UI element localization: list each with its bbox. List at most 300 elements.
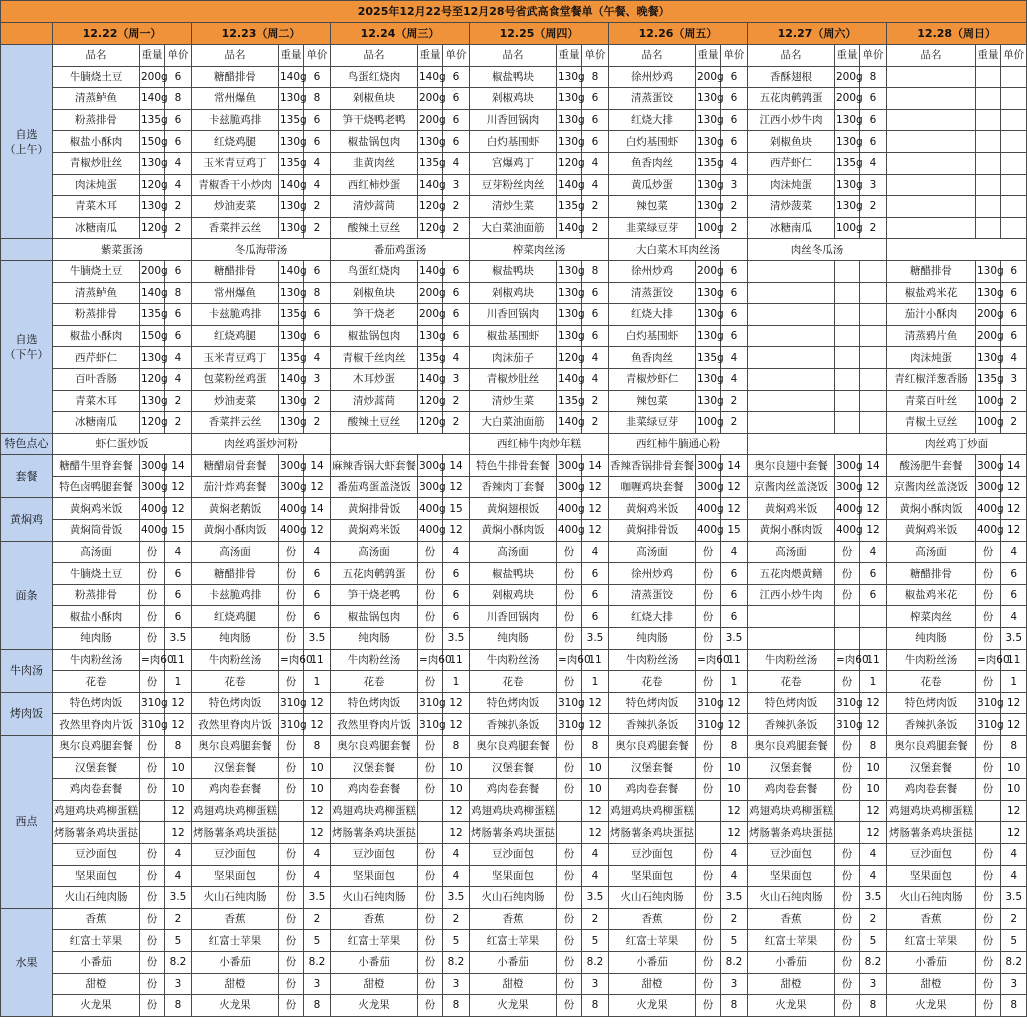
- item-price: 12: [1001, 476, 1027, 498]
- item-price: 6: [582, 606, 609, 628]
- item-name: 清蒸鲈鱼: [53, 88, 140, 110]
- item-weight: 400g: [976, 520, 1001, 542]
- item-name: 笋干烧鸭老鸭: [331, 109, 418, 131]
- item-name: [887, 88, 976, 110]
- item-name: 火龙果: [192, 995, 279, 1017]
- item-weight: 140g: [418, 66, 443, 88]
- item-price: 12: [721, 714, 748, 736]
- item-name: 鸡肉卷套餐: [609, 779, 696, 801]
- item-weight: 份: [976, 671, 1001, 693]
- item-weight: 310g: [279, 692, 304, 714]
- category-label: 自选 （下午）: [1, 260, 53, 433]
- item-weight: 400g: [140, 498, 165, 520]
- column-header: 单价: [304, 45, 331, 67]
- item-name: 红烧大排: [609, 304, 696, 326]
- table-row: [1, 800, 1027, 822]
- item-price: 4: [721, 843, 748, 865]
- item-weight: 份: [976, 606, 1001, 628]
- item-name: 青红椒洋葱香肠: [887, 368, 976, 390]
- item-name: 烤肠薯条鸡块蛋挞: [887, 822, 976, 844]
- item-weight: 份: [557, 887, 582, 909]
- item-price: 4: [582, 347, 609, 369]
- item-name: 花卷: [331, 671, 418, 693]
- item-price: 6: [721, 325, 748, 347]
- item-weight: 份: [279, 779, 304, 801]
- item-weight: [696, 800, 721, 822]
- category-label: 牛肉汤: [1, 649, 53, 692]
- item-weight: [835, 822, 860, 844]
- item-name: 奥尔良鸡腿套餐: [331, 736, 418, 758]
- item-price: 4: [304, 541, 331, 563]
- table-row: [1, 973, 1027, 995]
- item-weight: =肉60: [557, 649, 582, 671]
- item-name: 鸡翅鸡块鸡柳蛋糕: [887, 800, 976, 822]
- item-price: 14: [304, 498, 331, 520]
- item-name: 椒盐鸭块: [470, 563, 557, 585]
- item-weight: 份: [557, 843, 582, 865]
- column-header: 单价: [860, 45, 887, 67]
- item-price: [860, 260, 887, 282]
- item-price: 3: [721, 174, 748, 196]
- item-weight: =肉60: [696, 649, 721, 671]
- item-price: 6: [165, 563, 192, 585]
- item-price: 1: [1001, 671, 1027, 693]
- item-price: 4: [1001, 843, 1027, 865]
- column-header: 品名: [748, 45, 835, 67]
- item-name: 笋干烧老: [331, 304, 418, 326]
- item-weight: 135g: [279, 152, 304, 174]
- item-price: 6: [582, 563, 609, 585]
- item-price: 5: [443, 930, 470, 952]
- item-name: 奥尔良鸡腿套餐: [887, 736, 976, 758]
- column-header: 品名: [331, 45, 418, 67]
- item-weight: 130g: [279, 88, 304, 110]
- item-weight: 100g: [835, 217, 860, 239]
- item-weight: 200g: [418, 88, 443, 110]
- column-header: 单价: [582, 45, 609, 67]
- item-weight: 400g: [557, 520, 582, 542]
- item-name: 甜橙: [331, 973, 418, 995]
- item-name: 辣包菜: [609, 390, 696, 412]
- item-name: 小番茄: [887, 951, 976, 973]
- item-weight: [976, 152, 1001, 174]
- item-name: 椒盐鸭块: [470, 66, 557, 88]
- item-price: 12: [1001, 692, 1027, 714]
- item-name: 豆沙面包: [331, 843, 418, 865]
- item-price: [860, 347, 887, 369]
- item-name: 高汤面: [887, 541, 976, 563]
- item-price: 4: [1001, 606, 1027, 628]
- item-name: 火龙果: [609, 995, 696, 1017]
- item-name: 鸡肉卷套餐: [53, 779, 140, 801]
- item-weight: 份: [140, 757, 165, 779]
- item-name: 红富士苹果: [192, 930, 279, 952]
- item-price: 6: [721, 131, 748, 153]
- item-weight: 120g: [418, 390, 443, 412]
- item-price: 4: [721, 368, 748, 390]
- item-price: 2: [443, 196, 470, 218]
- item-price: 2: [165, 217, 192, 239]
- item-name: 青椒炒虾仁: [609, 368, 696, 390]
- item-name: 川香回锅肉: [470, 109, 557, 131]
- item-price: 6: [582, 325, 609, 347]
- item-price: [860, 390, 887, 412]
- column-header: 重量: [140, 45, 165, 67]
- item-name: 糖醋牛里脊套餐: [53, 455, 140, 477]
- item-price: 6: [443, 282, 470, 304]
- item-price: 14: [443, 455, 470, 477]
- soup-item: 肉丝冬瓜汤: [748, 239, 887, 261]
- item-name: 玉米青豆鸡丁: [192, 347, 279, 369]
- item-weight: [976, 217, 1001, 239]
- item-name: [748, 260, 835, 282]
- table-row: [1, 584, 1027, 606]
- item-weight: 份: [696, 995, 721, 1017]
- item-weight: 份: [696, 584, 721, 606]
- item-price: 12: [721, 476, 748, 498]
- item-price: 12: [582, 822, 609, 844]
- item-name: 剁椒鸡块: [470, 282, 557, 304]
- item-weight: 400g: [418, 520, 443, 542]
- item-price: 5: [582, 930, 609, 952]
- item-price: [860, 325, 887, 347]
- item-weight: [835, 368, 860, 390]
- item-price: 8: [721, 736, 748, 758]
- item-weight: 份: [976, 930, 1001, 952]
- item-weight: 130g: [976, 347, 1001, 369]
- item-weight: [835, 800, 860, 822]
- item-name: 奥尔良鸡腿套餐: [53, 736, 140, 758]
- item-name: 奥尔良鸡腿套餐: [192, 736, 279, 758]
- item-name: 牛肉粉丝汤: [609, 649, 696, 671]
- column-header: 重量: [557, 45, 582, 67]
- item-weight: 份: [696, 973, 721, 995]
- item-price: 3: [165, 973, 192, 995]
- item-weight: 130g: [557, 260, 582, 282]
- item-name: [887, 152, 976, 174]
- item-price: 6: [721, 304, 748, 326]
- item-name: 清炒生菜: [470, 390, 557, 412]
- item-price: 12: [165, 476, 192, 498]
- item-weight: 200g: [976, 325, 1001, 347]
- item-price: 6: [721, 260, 748, 282]
- item-weight: 300g: [557, 455, 582, 477]
- item-weight: 130g: [696, 368, 721, 390]
- item-price: 12: [582, 714, 609, 736]
- item-name: 茄汁炸鸡套餐: [192, 476, 279, 498]
- item-weight: 份: [279, 584, 304, 606]
- item-name: [748, 325, 835, 347]
- item-weight: 130g: [140, 390, 165, 412]
- item-weight: [976, 109, 1001, 131]
- item-price: 12: [721, 498, 748, 520]
- item-weight: 份: [976, 951, 1001, 973]
- item-name: 高汤面: [470, 541, 557, 563]
- item-name: 剁椒鱼块: [331, 88, 418, 110]
- item-weight: 140g: [418, 368, 443, 390]
- column-header: 重量: [976, 45, 1001, 67]
- item-name: 烤肠薯条鸡块蛋挞: [609, 822, 696, 844]
- item-name: 椒盐小酥肉: [53, 131, 140, 153]
- item-weight: 份: [835, 563, 860, 585]
- item-price: 6: [304, 325, 331, 347]
- category-label: 黄焖鸡: [1, 498, 53, 541]
- item-price: 14: [1001, 455, 1027, 477]
- item-name: 冰糖南瓜: [748, 217, 835, 239]
- item-weight: 140g: [140, 88, 165, 110]
- item-weight: 400g: [279, 520, 304, 542]
- item-name: 鸡翅鸡块鸡柳蛋糕: [53, 800, 140, 822]
- snack-item: 虾仁蛋炒饭: [53, 433, 192, 455]
- item-weight: 份: [557, 563, 582, 585]
- item-price: 1: [582, 671, 609, 693]
- column-header: 品名: [887, 45, 976, 67]
- item-price: 6: [721, 584, 748, 606]
- item-price: 6: [443, 66, 470, 88]
- item-price: 6: [443, 584, 470, 606]
- item-weight: 150g: [140, 325, 165, 347]
- item-name: 青菜木耳: [53, 196, 140, 218]
- item-weight: 130g: [279, 390, 304, 412]
- item-name: 火龙果: [470, 995, 557, 1017]
- item-price: 11: [443, 649, 470, 671]
- item-name: 鸡肉卷套餐: [887, 779, 976, 801]
- item-name: 小番茄: [192, 951, 279, 973]
- item-price: 3: [1001, 973, 1027, 995]
- table-row: [1, 196, 1027, 218]
- item-weight: 140g: [279, 368, 304, 390]
- item-name: 辣包菜: [609, 196, 696, 218]
- item-name: 火山石纯肉肠: [470, 887, 557, 909]
- item-name: 黄焖翅根饭: [470, 498, 557, 520]
- item-price: 3.5: [582, 887, 609, 909]
- item-price: 6: [860, 88, 887, 110]
- item-name: 酸辣土豆丝: [331, 217, 418, 239]
- item-price: 2: [443, 908, 470, 930]
- item-price: 10: [721, 779, 748, 801]
- table-row: [1, 282, 1027, 304]
- item-weight: 130g: [279, 412, 304, 434]
- table-row: [1, 887, 1027, 909]
- item-name: 包菜粉丝鸡蛋: [192, 368, 279, 390]
- item-price: 6: [304, 131, 331, 153]
- item-weight: 份: [976, 628, 1001, 650]
- item-name: 酸汤肥牛套餐: [887, 455, 976, 477]
- item-weight: [279, 822, 304, 844]
- item-price: 6: [304, 109, 331, 131]
- item-name: [887, 66, 976, 88]
- item-price: 2: [582, 196, 609, 218]
- item-price: 12: [582, 692, 609, 714]
- item-weight: 100g: [976, 390, 1001, 412]
- item-name: 高汤面: [748, 541, 835, 563]
- item-name: 剁椒鱼块: [331, 282, 418, 304]
- item-name: 香酥翅根: [748, 66, 835, 88]
- item-name: 糖醋排骨: [192, 66, 279, 88]
- item-name: 常州爆鱼: [192, 88, 279, 110]
- item-name: 椒盐鸭块: [470, 260, 557, 282]
- item-weight: 130g: [976, 282, 1001, 304]
- item-weight: 310g: [696, 692, 721, 714]
- item-weight: [279, 800, 304, 822]
- item-name: 鸡肉卷套餐: [192, 779, 279, 801]
- item-name: 香蕉: [192, 908, 279, 930]
- item-price: 10: [443, 779, 470, 801]
- item-name: 特色烤肉饭: [748, 692, 835, 714]
- item-name: 清蒸蛋饺: [609, 88, 696, 110]
- item-name: 高汤面: [192, 541, 279, 563]
- item-price: 3: [304, 973, 331, 995]
- item-price: 12: [860, 822, 887, 844]
- item-price: 4: [165, 152, 192, 174]
- item-name: 花卷: [748, 671, 835, 693]
- item-name: [748, 347, 835, 369]
- table-row: [1, 325, 1027, 347]
- item-name: 牛肉粉丝汤: [748, 649, 835, 671]
- item-weight: 130g: [696, 196, 721, 218]
- item-weight: 份: [418, 995, 443, 1017]
- item-weight: [835, 282, 860, 304]
- item-name: 鸟蛋红烧肉: [331, 260, 418, 282]
- item-price: 6: [1001, 584, 1027, 606]
- item-price: 6: [165, 131, 192, 153]
- item-name: 清蒸鸦片鱼: [887, 325, 976, 347]
- item-weight: 130g: [696, 325, 721, 347]
- table-row: [1, 347, 1027, 369]
- item-price: 6: [443, 109, 470, 131]
- item-weight: 130g: [140, 347, 165, 369]
- item-price: 3: [721, 973, 748, 995]
- column-header: 单价: [721, 45, 748, 67]
- item-name: 榨菜肉丝: [887, 606, 976, 628]
- item-name: 鸡翅鸡块鸡柳蛋糕: [748, 800, 835, 822]
- item-name: 椒盐锅包肉: [331, 606, 418, 628]
- item-weight: 份: [557, 930, 582, 952]
- item-weight: 份: [835, 887, 860, 909]
- item-price: 6: [165, 584, 192, 606]
- item-weight: 份: [140, 973, 165, 995]
- item-name: 红富士苹果: [887, 930, 976, 952]
- item-weight: 份: [696, 951, 721, 973]
- item-weight: 份: [835, 930, 860, 952]
- item-name: 特色卤鸭腿套餐: [53, 476, 140, 498]
- item-weight: 300g: [835, 455, 860, 477]
- item-weight: 份: [140, 951, 165, 973]
- item-weight: 300g: [976, 455, 1001, 477]
- item-weight: 140g: [418, 174, 443, 196]
- item-name: 孜然里脊肉片饭: [331, 714, 418, 736]
- item-price: 14: [165, 455, 192, 477]
- item-price: [1001, 174, 1027, 196]
- item-price: 6: [860, 109, 887, 131]
- item-price: 8.2: [1001, 951, 1027, 973]
- item-name: 香辣香锅排骨套餐: [609, 455, 696, 477]
- snack-row: [1, 433, 1027, 455]
- item-name: 大白菜油面筋: [470, 217, 557, 239]
- item-name: 清蒸蛋饺: [609, 282, 696, 304]
- soup-item: 紫菜蛋汤: [53, 239, 192, 261]
- item-name: [748, 606, 835, 628]
- table-row: [1, 174, 1027, 196]
- item-name: 剁椒鸡块: [470, 88, 557, 110]
- item-weight: [976, 822, 1001, 844]
- item-weight: 140g: [140, 282, 165, 304]
- item-weight: 份: [140, 736, 165, 758]
- category-label: 套餐: [1, 455, 53, 498]
- item-price: 2: [582, 908, 609, 930]
- item-name: 特色烤肉饭: [53, 692, 140, 714]
- item-weight: 份: [557, 865, 582, 887]
- item-name: 甜橙: [887, 973, 976, 995]
- item-weight: 份: [557, 628, 582, 650]
- item-weight: 份: [557, 606, 582, 628]
- table-row: [1, 822, 1027, 844]
- item-weight: 140g: [557, 174, 582, 196]
- snack-item: [748, 433, 887, 455]
- item-weight: 310g: [140, 714, 165, 736]
- item-name: 糖醋排骨: [887, 260, 976, 282]
- item-weight: 份: [557, 584, 582, 606]
- item-name: 牛腩烧土豆: [53, 260, 140, 282]
- item-weight: 份: [835, 843, 860, 865]
- item-price: 8: [582, 66, 609, 88]
- table-row: [1, 865, 1027, 887]
- item-name: [887, 196, 976, 218]
- item-weight: 310g: [835, 714, 860, 736]
- table-row: [1, 692, 1027, 714]
- item-weight: 400g: [976, 498, 1001, 520]
- item-name: 坚果面包: [470, 865, 557, 887]
- item-price: 12: [860, 498, 887, 520]
- item-price: 1: [860, 671, 887, 693]
- item-weight: 200g: [696, 66, 721, 88]
- table-row: [1, 736, 1027, 758]
- item-weight: 310g: [279, 714, 304, 736]
- item-weight: 400g: [835, 498, 860, 520]
- item-price: 4: [165, 347, 192, 369]
- day-header-row: [1, 23, 1027, 45]
- column-header: 品名: [192, 45, 279, 67]
- item-name: 韭黄肉丝: [331, 152, 418, 174]
- item-weight: 135g: [418, 152, 443, 174]
- item-weight: 份: [557, 951, 582, 973]
- item-weight: 130g: [557, 304, 582, 326]
- item-name: 烤肠薯条鸡块蛋挞: [470, 822, 557, 844]
- item-name: 椒盐基围虾: [470, 325, 557, 347]
- item-price: 8: [304, 995, 331, 1017]
- item-name: [748, 368, 835, 390]
- item-weight: 份: [418, 584, 443, 606]
- item-price: 1: [443, 671, 470, 693]
- item-price: 6: [721, 109, 748, 131]
- item-price: 4: [304, 174, 331, 196]
- item-price: 10: [721, 757, 748, 779]
- item-price: 3: [443, 174, 470, 196]
- item-price: 4: [165, 541, 192, 563]
- item-weight: 份: [418, 606, 443, 628]
- item-weight: [835, 304, 860, 326]
- category-label: 特色点心: [1, 433, 53, 455]
- item-price: 4: [582, 152, 609, 174]
- item-price: 3: [860, 174, 887, 196]
- column-header: 品名: [470, 45, 557, 67]
- item-price: 6: [165, 606, 192, 628]
- item-price: 6: [860, 584, 887, 606]
- item-price: 8: [860, 995, 887, 1017]
- item-weight: 130g: [976, 260, 1001, 282]
- item-price: 3: [1001, 368, 1027, 390]
- item-price: 6: [304, 304, 331, 326]
